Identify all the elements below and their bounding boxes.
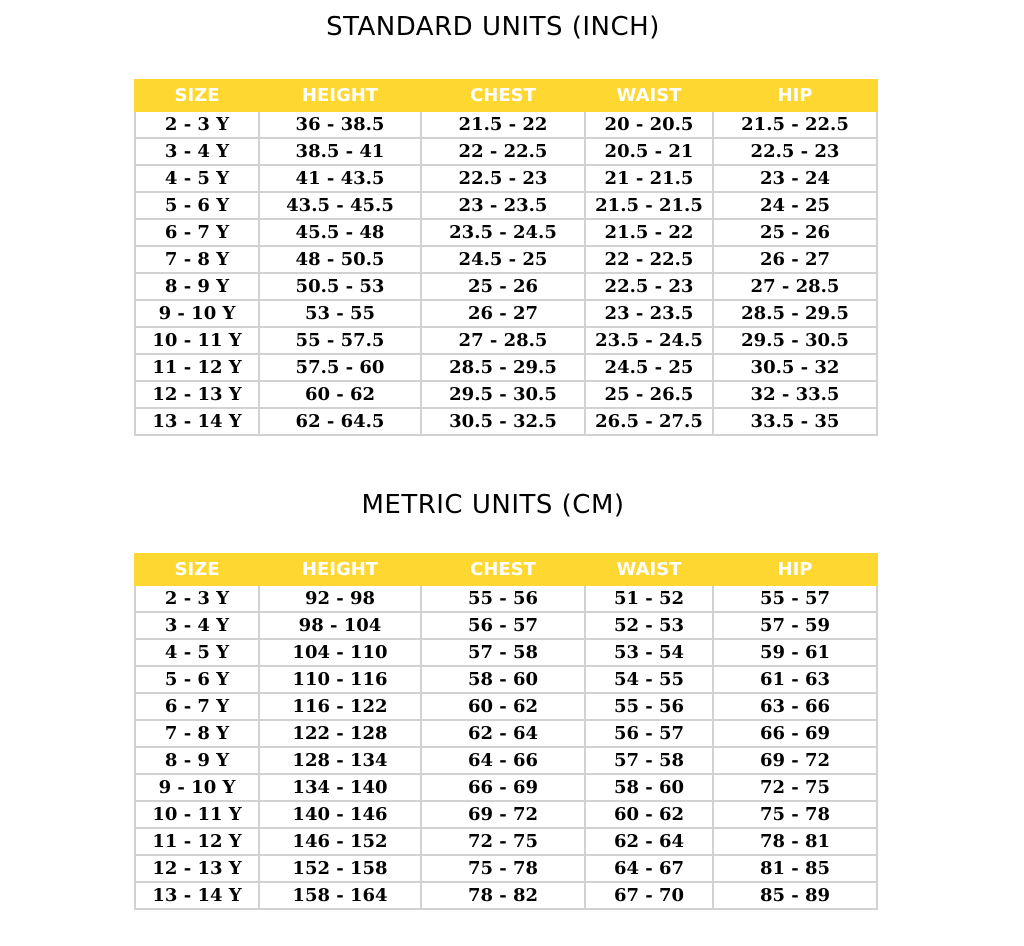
size-cell: 3 - 4 Y <box>135 138 259 165</box>
hip-cell: 24 - 25 <box>713 192 877 219</box>
size-cell: 9 - 10 Y <box>135 774 259 801</box>
height-cell: 45.5 - 48 <box>259 219 421 246</box>
table-row <box>135 774 877 801</box>
table-row <box>135 585 877 612</box>
metric-table-body <box>135 585 877 909</box>
table-row <box>135 192 877 219</box>
hip-cell: 61 - 63 <box>713 666 877 693</box>
waist-cell: 25 - 26.5 <box>585 381 713 408</box>
column-header-chest: CHEST <box>421 554 585 585</box>
hip-cell: 75 - 78 <box>713 801 877 828</box>
size-cell: 10 - 11 Y <box>135 327 259 354</box>
chest-cell: 21.5 - 22 <box>421 111 585 138</box>
waist-cell: 56 - 57 <box>585 720 713 747</box>
size-cell: 7 - 8 Y <box>135 720 259 747</box>
header-row <box>135 554 877 585</box>
column-header-size: SIZE <box>135 554 259 585</box>
chest-cell: 26 - 27 <box>421 300 585 327</box>
chest-cell: 23.5 - 24.5 <box>421 219 585 246</box>
waist-cell: 62 - 64 <box>585 828 713 855</box>
table-row <box>135 327 877 354</box>
waist-cell: 26.5 - 27.5 <box>585 408 713 435</box>
chest-cell: 57 - 58 <box>421 639 585 666</box>
chest-cell: 29.5 - 30.5 <box>421 381 585 408</box>
waist-cell: 21 - 21.5 <box>585 165 713 192</box>
table-row <box>135 273 877 300</box>
size-cell: 5 - 6 Y <box>135 666 259 693</box>
waist-cell: 53 - 54 <box>585 639 713 666</box>
height-cell: 48 - 50.5 <box>259 246 421 273</box>
size-cell: 4 - 5 Y <box>135 165 259 192</box>
waist-cell: 55 - 56 <box>585 693 713 720</box>
hip-cell: 55 - 57 <box>713 585 877 612</box>
table-row <box>135 111 877 138</box>
metric-table-header <box>135 554 877 585</box>
waist-cell: 22.5 - 23 <box>585 273 713 300</box>
hip-cell: 72 - 75 <box>713 774 877 801</box>
height-cell: 152 - 158 <box>259 855 421 882</box>
table-row <box>135 666 877 693</box>
table-row <box>135 693 877 720</box>
size-cell: 4 - 5 Y <box>135 639 259 666</box>
height-cell: 55 - 57.5 <box>259 327 421 354</box>
hip-cell: 29.5 - 30.5 <box>713 327 877 354</box>
chest-cell: 22.5 - 23 <box>421 165 585 192</box>
waist-cell: 58 - 60 <box>585 774 713 801</box>
height-cell: 110 - 116 <box>259 666 421 693</box>
column-header-hip: HIP <box>713 80 877 111</box>
waist-cell: 20.5 - 21 <box>585 138 713 165</box>
hip-cell: 25 - 26 <box>713 219 877 246</box>
column-header-height: HEIGHT <box>259 80 421 111</box>
chest-cell: 78 - 82 <box>421 882 585 909</box>
hip-cell: 32 - 33.5 <box>713 381 877 408</box>
size-cell: 8 - 9 Y <box>135 747 259 774</box>
metric-units-title: METRIC UNITS (CM) <box>361 490 625 520</box>
size-cell: 8 - 9 Y <box>135 273 259 300</box>
chest-cell: 22 - 22.5 <box>421 138 585 165</box>
chest-cell: 60 - 62 <box>421 693 585 720</box>
height-cell: 38.5 - 41 <box>259 138 421 165</box>
metric-size-table <box>134 553 878 910</box>
height-cell: 134 - 140 <box>259 774 421 801</box>
height-cell: 43.5 - 45.5 <box>259 192 421 219</box>
table-row <box>135 828 877 855</box>
height-cell: 50.5 - 53 <box>259 273 421 300</box>
hip-cell: 27 - 28.5 <box>713 273 877 300</box>
waist-cell: 60 - 62 <box>585 801 713 828</box>
chest-cell: 72 - 75 <box>421 828 585 855</box>
column-header-chest: CHEST <box>421 80 585 111</box>
waist-cell: 23 - 23.5 <box>585 300 713 327</box>
table-row <box>135 300 877 327</box>
hip-cell: 66 - 69 <box>713 720 877 747</box>
table-row <box>135 882 877 909</box>
size-cell: 2 - 3 Y <box>135 585 259 612</box>
waist-cell: 57 - 58 <box>585 747 713 774</box>
height-cell: 41 - 43.5 <box>259 165 421 192</box>
size-cell: 6 - 7 Y <box>135 219 259 246</box>
waist-cell: 52 - 53 <box>585 612 713 639</box>
column-header-size: SIZE <box>135 80 259 111</box>
waist-cell: 54 - 55 <box>585 666 713 693</box>
hip-cell: 63 - 66 <box>713 693 877 720</box>
waist-cell: 51 - 52 <box>585 585 713 612</box>
header-row <box>135 80 877 111</box>
waist-cell: 64 - 67 <box>585 855 713 882</box>
hip-cell: 78 - 81 <box>713 828 877 855</box>
height-cell: 62 - 64.5 <box>259 408 421 435</box>
height-cell: 116 - 122 <box>259 693 421 720</box>
chest-cell: 25 - 26 <box>421 273 585 300</box>
standard-units-title: STANDARD UNITS (INCH) <box>326 12 660 42</box>
standard-size-table <box>134 79 878 436</box>
chest-cell: 27 - 28.5 <box>421 327 585 354</box>
size-cell: 7 - 8 Y <box>135 246 259 273</box>
hip-cell: 57 - 59 <box>713 612 877 639</box>
size-cell: 11 - 12 Y <box>135 354 259 381</box>
table-row <box>135 165 877 192</box>
table-row <box>135 246 877 273</box>
hip-cell: 22.5 - 23 <box>713 138 877 165</box>
hip-cell: 81 - 85 <box>713 855 877 882</box>
height-cell: 140 - 146 <box>259 801 421 828</box>
table-row <box>135 219 877 246</box>
size-cell: 12 - 13 Y <box>135 855 259 882</box>
waist-cell: 23.5 - 24.5 <box>585 327 713 354</box>
height-cell: 98 - 104 <box>259 612 421 639</box>
size-cell: 13 - 14 Y <box>135 882 259 909</box>
chest-cell: 69 - 72 <box>421 801 585 828</box>
size-cell: 5 - 6 Y <box>135 192 259 219</box>
column-header-hip: HIP <box>713 554 877 585</box>
column-header-waist: WAIST <box>585 80 713 111</box>
column-header-height: HEIGHT <box>259 554 421 585</box>
height-cell: 146 - 152 <box>259 828 421 855</box>
chest-cell: 28.5 - 29.5 <box>421 354 585 381</box>
standard-table-header <box>135 80 877 111</box>
chest-cell: 56 - 57 <box>421 612 585 639</box>
table-row <box>135 138 877 165</box>
table-row <box>135 408 877 435</box>
hip-cell: 59 - 61 <box>713 639 877 666</box>
waist-cell: 22 - 22.5 <box>585 246 713 273</box>
table-row <box>135 612 877 639</box>
chest-cell: 66 - 69 <box>421 774 585 801</box>
size-cell: 9 - 10 Y <box>135 300 259 327</box>
waist-cell: 67 - 70 <box>585 882 713 909</box>
waist-cell: 21.5 - 22 <box>585 219 713 246</box>
hip-cell: 26 - 27 <box>713 246 877 273</box>
height-cell: 92 - 98 <box>259 585 421 612</box>
chest-cell: 24.5 - 25 <box>421 246 585 273</box>
height-cell: 36 - 38.5 <box>259 111 421 138</box>
hip-cell: 28.5 - 29.5 <box>713 300 877 327</box>
height-cell: 53 - 55 <box>259 300 421 327</box>
waist-cell: 24.5 - 25 <box>585 354 713 381</box>
size-cell: 3 - 4 Y <box>135 612 259 639</box>
waist-cell: 21.5 - 21.5 <box>585 192 713 219</box>
standard-table-body <box>135 111 877 435</box>
waist-cell: 20 - 20.5 <box>585 111 713 138</box>
chest-cell: 75 - 78 <box>421 855 585 882</box>
hip-cell: 23 - 24 <box>713 165 877 192</box>
height-cell: 57.5 - 60 <box>259 354 421 381</box>
height-cell: 104 - 110 <box>259 639 421 666</box>
chest-cell: 23 - 23.5 <box>421 192 585 219</box>
table-row <box>135 747 877 774</box>
size-cell: 12 - 13 Y <box>135 381 259 408</box>
size-cell: 10 - 11 Y <box>135 801 259 828</box>
hip-cell: 30.5 - 32 <box>713 354 877 381</box>
column-header-waist: WAIST <box>585 554 713 585</box>
hip-cell: 33.5 - 35 <box>713 408 877 435</box>
hip-cell: 21.5 - 22.5 <box>713 111 877 138</box>
height-cell: 158 - 164 <box>259 882 421 909</box>
chest-cell: 62 - 64 <box>421 720 585 747</box>
size-cell: 2 - 3 Y <box>135 111 259 138</box>
hip-cell: 69 - 72 <box>713 747 877 774</box>
size-cell: 11 - 12 Y <box>135 828 259 855</box>
chest-cell: 64 - 66 <box>421 747 585 774</box>
height-cell: 128 - 134 <box>259 747 421 774</box>
hip-cell: 85 - 89 <box>713 882 877 909</box>
table-row <box>135 855 877 882</box>
size-cell: 6 - 7 Y <box>135 693 259 720</box>
table-row <box>135 354 877 381</box>
chest-cell: 58 - 60 <box>421 666 585 693</box>
table-row <box>135 381 877 408</box>
height-cell: 122 - 128 <box>259 720 421 747</box>
table-row <box>135 801 877 828</box>
height-cell: 60 - 62 <box>259 381 421 408</box>
table-row <box>135 639 877 666</box>
chest-cell: 55 - 56 <box>421 585 585 612</box>
table-row <box>135 720 877 747</box>
chest-cell: 30.5 - 32.5 <box>421 408 585 435</box>
size-cell: 13 - 14 Y <box>135 408 259 435</box>
